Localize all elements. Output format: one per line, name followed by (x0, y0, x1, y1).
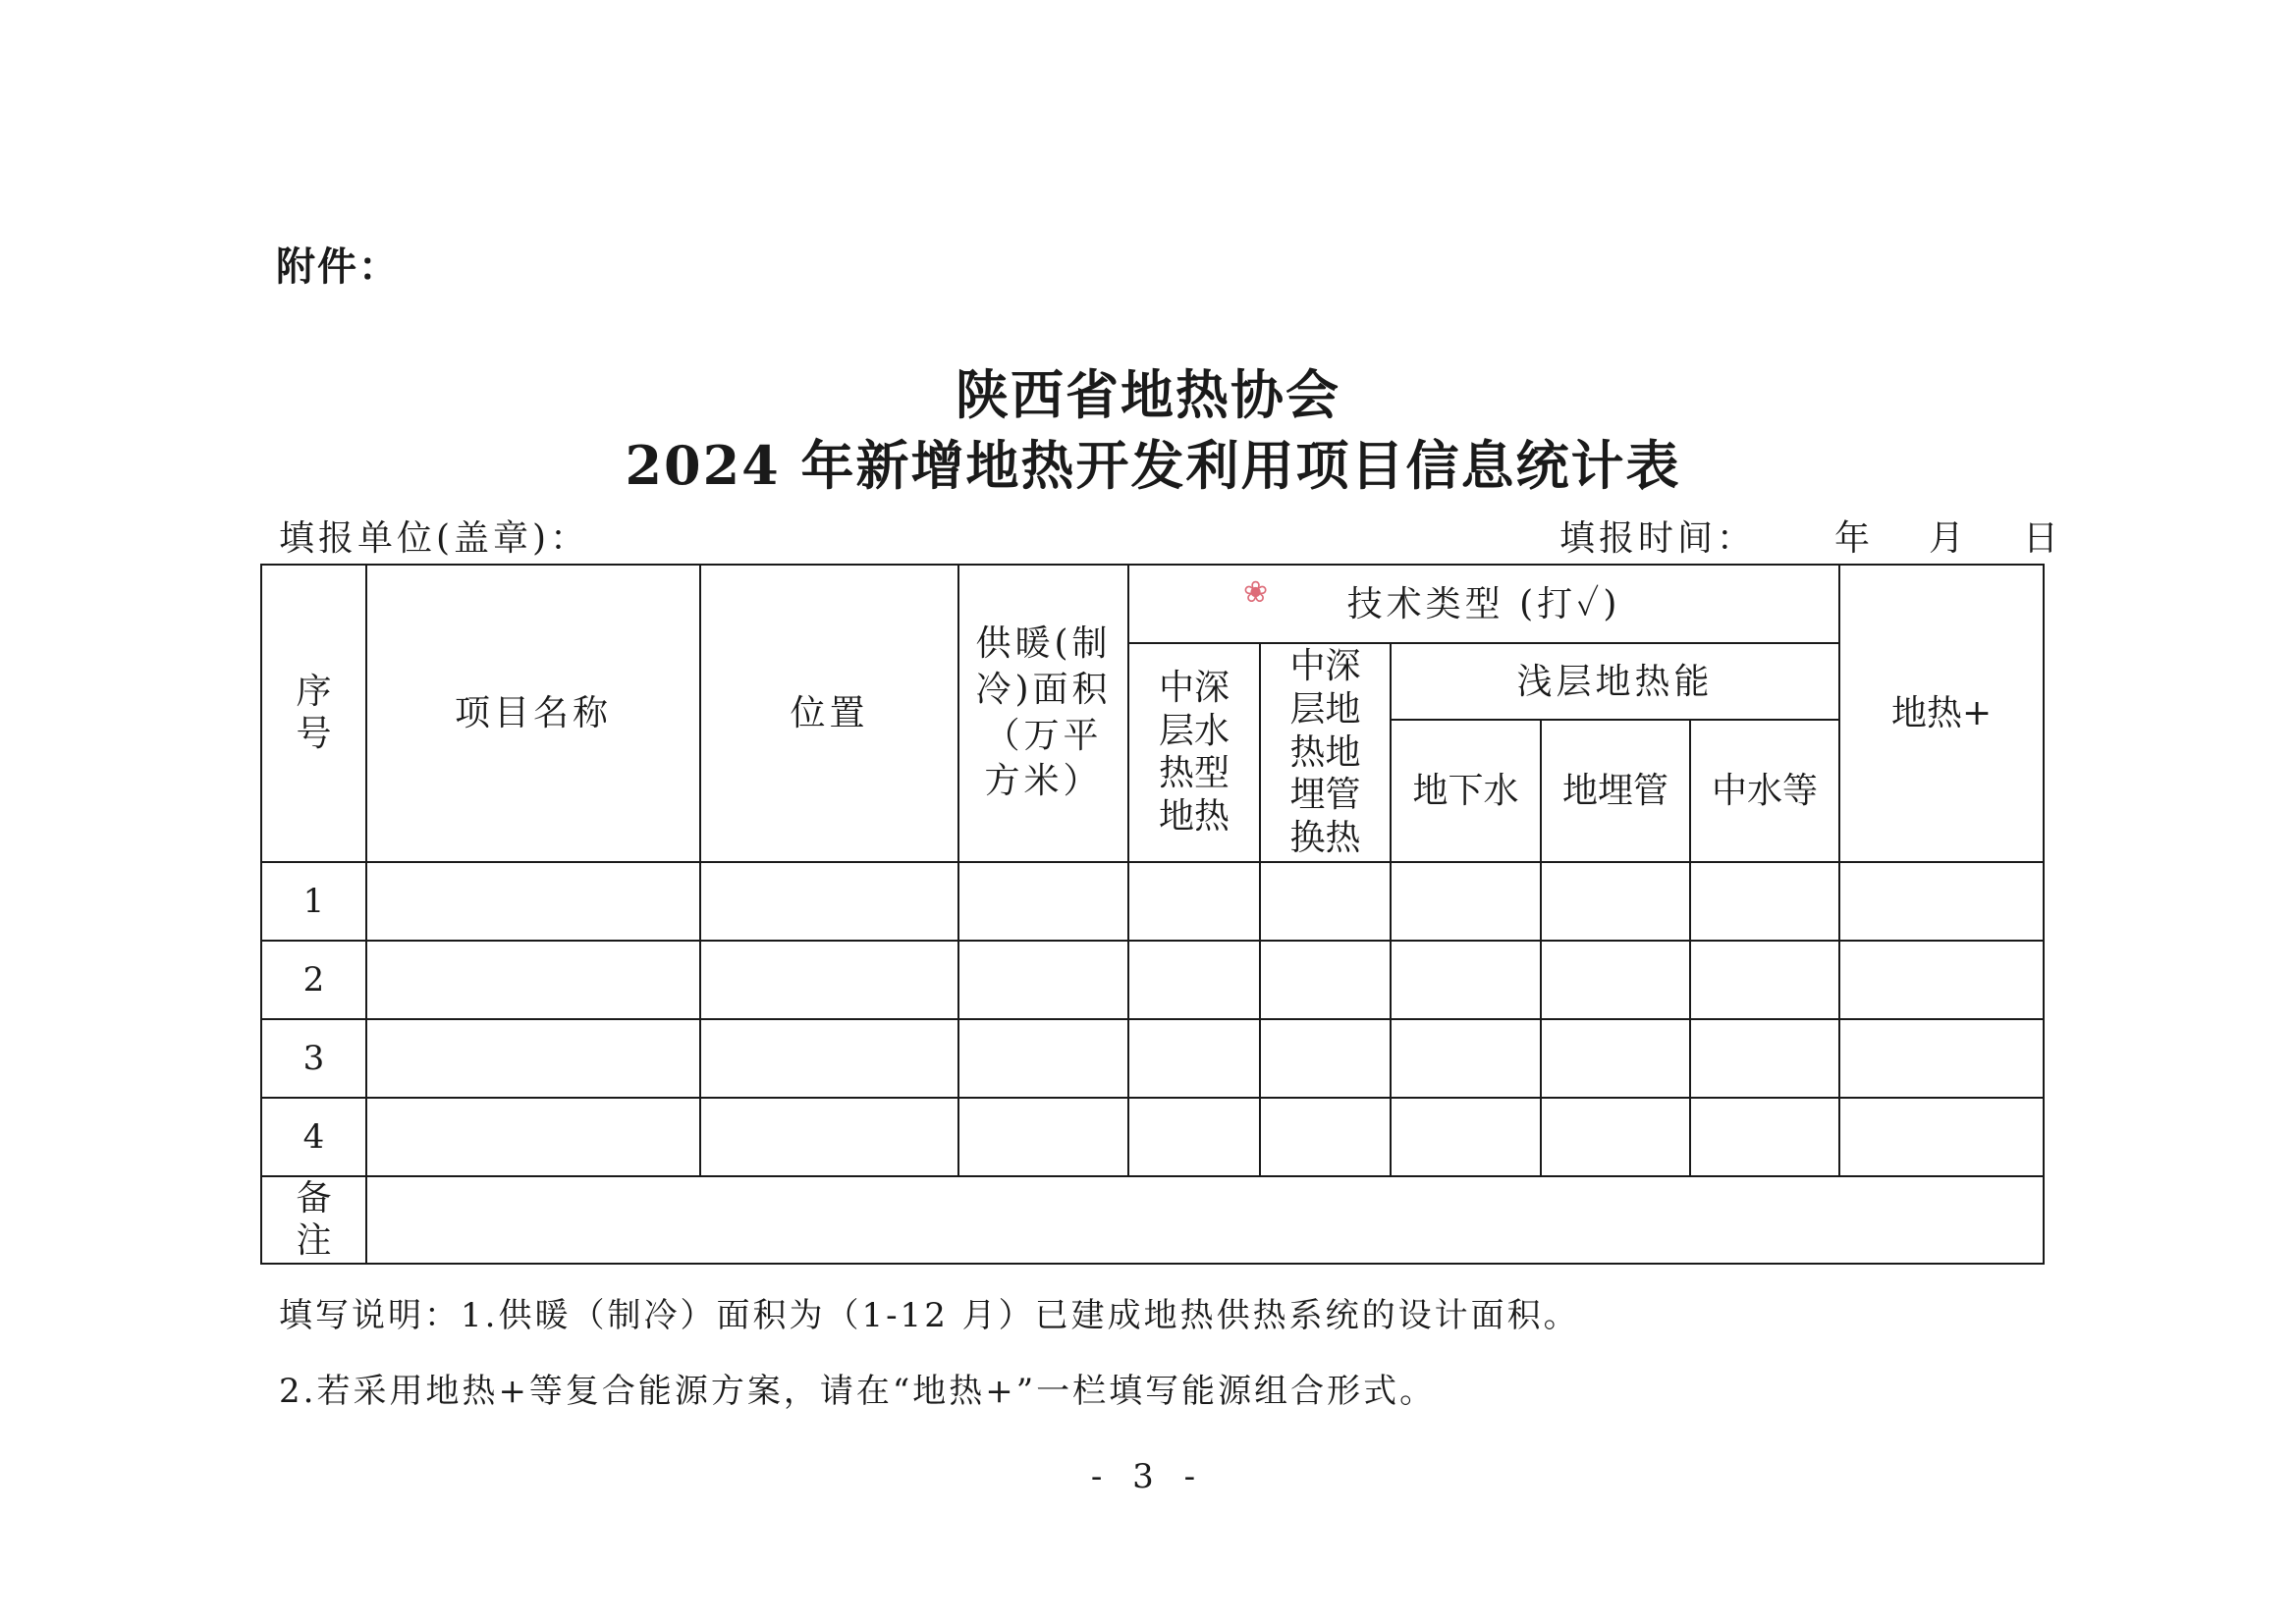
cell-location[interactable] (700, 1019, 958, 1098)
header-project-name: 项目名称 (366, 565, 700, 862)
header-tech-type: 技术类型 (打✓) (1128, 565, 1839, 643)
table-row (261, 862, 2044, 941)
cell-groundwater[interactable] (1391, 941, 1541, 1019)
cell-geothermal-plus[interactable] (1839, 941, 2044, 1019)
remarks-cell[interactable] (366, 1176, 2044, 1264)
table-row (261, 1019, 2044, 1098)
cell-reclaimed-water[interactable] (1690, 941, 1839, 1019)
fill-time-label: 填报时间： (1559, 518, 1757, 559)
cell-geothermal-plus[interactable] (1839, 1019, 2044, 1098)
row-index: 3 (261, 1019, 366, 1098)
cell-buried-pipe[interactable] (1541, 1019, 1690, 1098)
project-info-table (260, 564, 2045, 1265)
document-title-line2: 2024 年新增地热开发利用项目信息统计表 (625, 434, 1681, 497)
header-geothermal-plus: 地热+ (1839, 565, 2044, 862)
cell-groundwater[interactable] (1391, 1098, 1541, 1176)
cell-area[interactable] (958, 862, 1128, 941)
attachment-label: 附件： (276, 244, 400, 290)
cell-area[interactable] (958, 941, 1128, 1019)
instruction-note-2: 2.若采用地热+等复合能源方案，请在“地热+”一栏填写能源组合形式。 (279, 1372, 1437, 1411)
instruction-note-1: 填写说明：1.供暖（制冷）面积为（1-12 月）已建成地热供热系统的设计面积。 (279, 1296, 1580, 1335)
cell-geothermal-plus[interactable] (1839, 862, 2044, 941)
cell-project-name[interactable] (366, 1019, 700, 1098)
header-mid-deep-water: 中深层水热型地热 (1128, 643, 1260, 862)
cell-mid-deep-pipe[interactable] (1260, 1019, 1391, 1098)
header-index: 序号 (261, 565, 366, 862)
cell-groundwater[interactable] (1391, 862, 1541, 941)
cell-project-name[interactable] (366, 941, 700, 1019)
table-row (261, 1098, 2044, 1176)
header-buried-pipe: 地埋管 (1541, 720, 1690, 862)
cell-project-name[interactable] (366, 1098, 700, 1176)
row-index: 4 (261, 1098, 366, 1176)
cell-mid-deep-water[interactable] (1128, 1019, 1260, 1098)
remarks-row (261, 1176, 2044, 1264)
fill-unit-label: 填报单位(盖章)： (279, 518, 590, 559)
header-area: 供暖(制冷)面积（万平方米） (958, 565, 1128, 862)
cell-reclaimed-water[interactable] (1690, 862, 1839, 941)
table-row (261, 941, 2044, 1019)
fill-time-year: 年 (1834, 518, 1875, 559)
cell-mid-deep-water[interactable] (1128, 941, 1260, 1019)
fill-time (1559, 511, 2062, 561)
cell-mid-deep-water[interactable] (1128, 1098, 1260, 1176)
cell-location[interactable] (700, 941, 958, 1019)
row-index: 2 (261, 941, 366, 1019)
page-number: - 3 - (1090, 1457, 1206, 1496)
cell-buried-pipe[interactable] (1541, 862, 1690, 941)
cell-mid-deep-pipe[interactable] (1260, 1098, 1391, 1176)
cell-mid-deep-water[interactable] (1128, 862, 1260, 941)
cell-mid-deep-pipe[interactable] (1260, 862, 1391, 941)
document-title-line1: 陕西省地热协会 (956, 363, 1340, 426)
cell-reclaimed-water[interactable] (1690, 1098, 1839, 1176)
fill-time-month: 月 (1929, 518, 1969, 559)
row-index: 1 (261, 862, 366, 941)
header-groundwater: 地下水 (1391, 720, 1541, 862)
cell-buried-pipe[interactable] (1541, 941, 1690, 1019)
cell-groundwater[interactable] (1391, 1019, 1541, 1098)
cell-location[interactable] (700, 862, 958, 941)
cell-reclaimed-water[interactable] (1690, 1019, 1839, 1098)
cell-buried-pipe[interactable] (1541, 1098, 1690, 1176)
header-location: 位置 (700, 565, 958, 862)
stamp-mark-icon: ❀ (1243, 575, 1269, 610)
header-reclaimed-water: 中水等 (1690, 720, 1839, 862)
cell-area[interactable] (958, 1098, 1128, 1176)
fill-time-day: 日 (2023, 518, 2063, 559)
cell-geothermal-plus[interactable] (1839, 1098, 2044, 1176)
cell-area[interactable] (958, 1019, 1128, 1098)
cell-mid-deep-pipe[interactable] (1260, 941, 1391, 1019)
header-shallow: 浅层地热能 (1391, 643, 1839, 720)
remarks-label: 备注 (261, 1176, 366, 1264)
cell-location[interactable] (700, 1098, 958, 1176)
cell-project-name[interactable] (366, 862, 700, 941)
header-mid-deep-pipe: 中深层地热地埋管换热 (1260, 643, 1391, 862)
